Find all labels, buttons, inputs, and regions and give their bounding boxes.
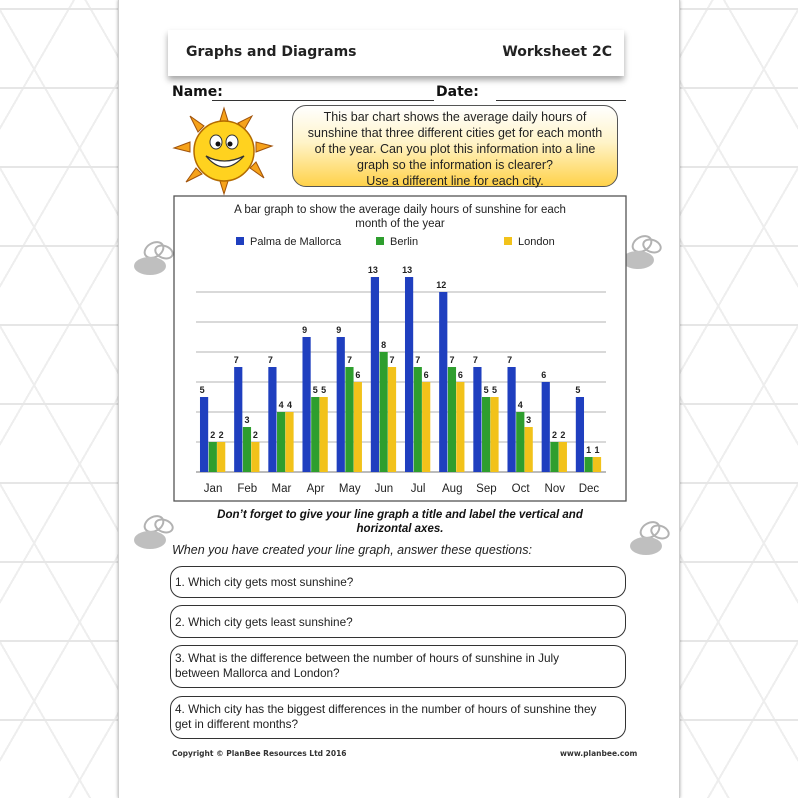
data-label: 5	[575, 385, 581, 395]
x-tick-label: Jun	[374, 483, 394, 495]
x-tick-label: Jul	[410, 483, 426, 495]
bar-berlin	[311, 397, 319, 472]
bar-palma-de-mallorca	[576, 397, 584, 472]
bar-berlin	[550, 442, 558, 472]
data-label: 5	[492, 385, 498, 395]
data-label: 6	[541, 370, 547, 380]
data-label: 8	[381, 340, 387, 350]
bar-palma-de-mallorca	[473, 367, 481, 472]
question-box-3[interactable]	[170, 645, 626, 688]
bar-palma-de-mallorca	[371, 277, 379, 472]
data-label: 1	[586, 445, 592, 455]
bar-london	[217, 442, 225, 472]
bar-palma-de-mallorca	[542, 382, 550, 472]
x-tick-label: Nov	[544, 483, 565, 495]
question-box-4[interactable]	[170, 696, 626, 739]
bar-berlin	[209, 442, 217, 472]
data-label: 2	[252, 430, 258, 440]
data-label: 1	[594, 445, 600, 455]
bar-berlin	[585, 457, 593, 472]
data-label: 13	[367, 265, 378, 275]
data-label: 6	[457, 370, 463, 380]
question-box-1[interactable]	[170, 566, 626, 598]
x-tick-label: Mar	[271, 483, 292, 495]
data-label: 7	[389, 355, 395, 365]
data-label: 4	[278, 400, 284, 410]
data-label: 6	[355, 370, 361, 380]
data-label: 7	[346, 355, 352, 365]
data-label: 4	[517, 400, 523, 410]
bar-london	[285, 412, 293, 472]
question-text: 2. Which city gets least sunshine?	[175, 615, 353, 629]
bar-palma-de-mallorca	[302, 337, 310, 472]
name-label: Name:	[172, 84, 223, 100]
date-label: Date:	[436, 84, 479, 100]
bar-london	[388, 367, 396, 472]
data-label: 5	[483, 385, 489, 395]
bar-london	[251, 442, 259, 472]
question-text: get in different months?	[175, 717, 299, 731]
bar-palma-de-mallorca	[439, 292, 447, 472]
bar-berlin	[414, 367, 422, 472]
legend-swatch	[236, 237, 244, 245]
legend-label: London	[518, 236, 555, 248]
bar-berlin	[448, 367, 456, 472]
x-tick-label: Aug	[442, 483, 463, 495]
data-label: 7	[449, 355, 455, 365]
data-label: 3	[526, 415, 532, 425]
reminder-line: Don’t forget to give your line graph a title and label the vertical and	[217, 509, 583, 521]
data-label: 4	[287, 400, 293, 410]
bar-london	[593, 457, 601, 472]
data-label: 7	[472, 355, 478, 365]
bar-london	[422, 382, 430, 472]
bar-palma-de-mallorca	[337, 337, 345, 472]
data-label: 7	[415, 355, 421, 365]
instruction-line: sunshine that three different cities get for each month	[307, 126, 603, 140]
bar-berlin	[243, 427, 251, 472]
copyright-text: Copyright © PlanBee Resources Ltd 2016	[172, 749, 347, 758]
questions-intro: When you have created your line graph, answer these questions:	[172, 543, 532, 557]
bar-berlin	[482, 397, 490, 472]
bar-berlin	[380, 352, 388, 472]
question-text: 1. Which city gets most sunshine?	[175, 575, 354, 589]
data-label: 2	[551, 430, 557, 440]
data-label: 9	[302, 325, 308, 335]
reminder-line: horizontal axes.	[356, 523, 444, 535]
data-label: 13	[402, 265, 413, 275]
legend-swatch	[376, 237, 384, 245]
bar-palma-de-mallorca	[200, 397, 208, 472]
instruction-line: Use a different line for each city.	[366, 174, 544, 188]
bar-london	[525, 427, 533, 472]
question-text: 3. What is the difference between the number of hours of sunshine in July	[175, 651, 560, 665]
legend-label: Palma de Mallorca	[250, 236, 342, 248]
x-tick-label: Dec	[578, 483, 600, 495]
bar-london	[559, 442, 567, 472]
x-tick-label: Oct	[511, 483, 530, 495]
instruction-line: This bar chart shows the average daily hours of	[323, 110, 587, 124]
data-label: 3	[244, 415, 250, 425]
question-text: 4. Which city has the biggest differences in the number of hours of sunshine they	[175, 702, 597, 716]
x-tick-label: Feb	[237, 483, 258, 495]
data-label: 7	[507, 355, 513, 365]
bar-palma-de-mallorca	[268, 367, 276, 472]
bar-london	[320, 397, 328, 472]
bar-berlin	[345, 367, 353, 472]
worksheet-number: Worksheet 2C	[502, 44, 612, 60]
bar-london	[490, 397, 498, 472]
bar-berlin	[277, 412, 285, 472]
bar-london	[456, 382, 464, 472]
x-tick-label: Apr	[306, 483, 325, 495]
data-label: 2	[218, 430, 224, 440]
chart-title-line: month of the year	[355, 218, 445, 230]
data-label: 6	[423, 370, 429, 380]
x-tick-label: Jan	[203, 483, 223, 495]
data-label: 7	[233, 355, 239, 365]
instruction-line: graph so the information is clearer?	[357, 158, 553, 172]
bar-palma-de-mallorca	[234, 367, 242, 472]
data-label: 2	[210, 430, 216, 440]
instruction-line: of the year. Can you plot this information into a line	[314, 142, 596, 156]
data-label: 5	[312, 385, 318, 395]
legend-label: Berlin	[390, 236, 419, 248]
data-label: 2	[560, 430, 566, 440]
legend-swatch	[504, 237, 512, 245]
data-label: 12	[436, 280, 447, 290]
bar-palma-de-mallorca	[507, 367, 515, 472]
data-label: 9	[336, 325, 342, 335]
bar-palma-de-mallorca	[405, 277, 413, 472]
chart-title-line: A bar graph to show the average daily hours of sunshine for each	[234, 204, 566, 216]
bar-berlin	[516, 412, 524, 472]
website-link[interactable]: www.planbee.com	[560, 749, 638, 758]
worksheet-title: Graphs and Diagrams	[186, 44, 357, 60]
reminder-text	[172, 508, 628, 536]
question-box-2[interactable]	[170, 605, 626, 638]
x-tick-label: May	[338, 483, 361, 495]
data-label: 7	[267, 355, 273, 365]
data-label: 5	[321, 385, 327, 395]
x-tick-label: Sep	[476, 483, 497, 495]
data-label: 5	[199, 385, 205, 395]
question-text: between Mallorca and London?	[175, 666, 340, 680]
bar-london	[354, 382, 362, 472]
